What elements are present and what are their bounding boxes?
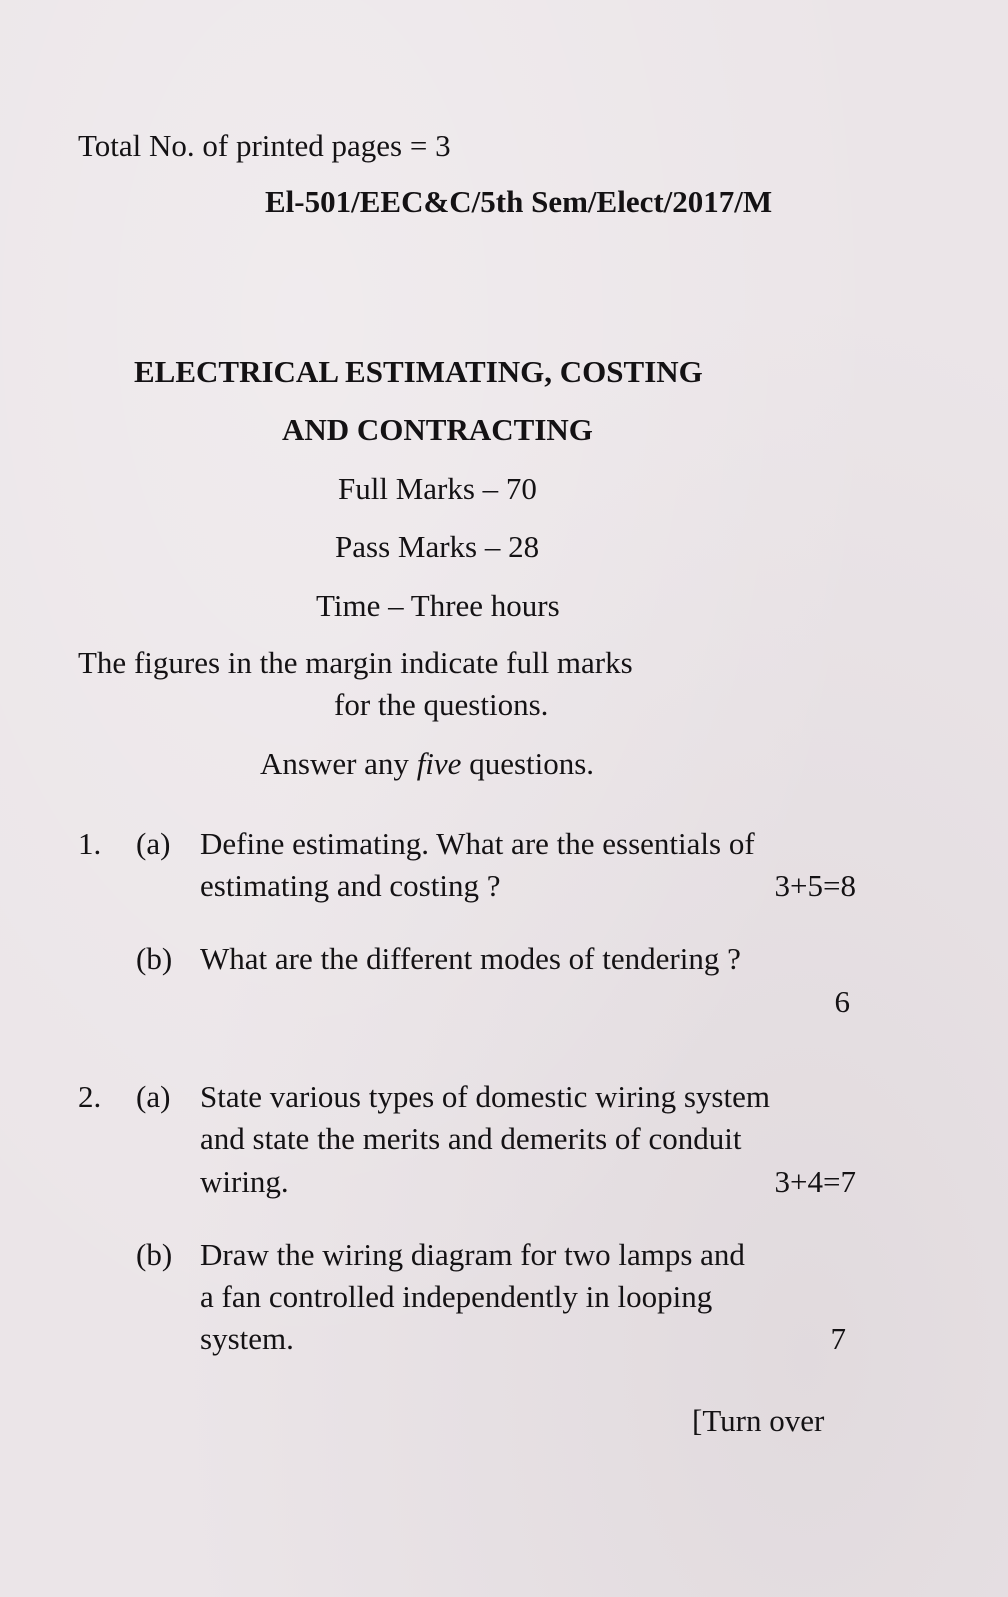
question-text-line: State various types of domestic wiring system — [200, 1079, 770, 1114]
question-number: 1. — [78, 826, 102, 861]
question-text-line: and state the merits and demerits of conduit — [200, 1121, 742, 1156]
pass-marks: Pass Marks – 28 — [335, 529, 540, 564]
instruction-line2: for the questions. — [334, 687, 549, 722]
question-text-line — [200, 826, 856, 862]
paper-code: El-501/EEC&C/5th Sem/Elect/2017/M — [265, 184, 773, 219]
turn-over-note: [Turn over — [692, 1403, 825, 1438]
part-label: (a) — [136, 826, 171, 861]
question-text-line: system. — [200, 1321, 294, 1356]
answer-instruction — [260, 746, 594, 782]
paper-title-line2: AND CONTRACTING — [282, 412, 593, 447]
marks-allotted: 6 — [834, 984, 850, 1019]
answer-prefix: Answer any — [260, 746, 417, 781]
marks-allotted: 7 — [830, 1321, 846, 1356]
part-label: (a) — [136, 1079, 171, 1114]
question-text-line: Draw the wiring diagram for two lamps and — [200, 1237, 745, 1272]
answer-emphasis: five — [416, 746, 462, 781]
question-text-line: estimating and costing ? — [200, 868, 501, 903]
part-label: (b) — [136, 1237, 173, 1272]
question-text: Define estimating. What are the essentials of — [200, 826, 755, 861]
marks-allotted: 3+5=8 — [774, 868, 856, 903]
marks-allotted: 3+4=7 — [774, 1164, 856, 1199]
paper-title-line1: ELECTRICAL ESTIMATING, COSTING — [134, 354, 703, 389]
full-marks: Full Marks – 70 — [338, 471, 537, 506]
question-text-line: wiring. — [200, 1164, 289, 1199]
total-pages-text: Total No. of printed pages = 3 — [78, 128, 451, 163]
question-text-line: What are the different modes of tendering ? — [200, 941, 741, 976]
answer-suffix: questions. — [461, 746, 595, 781]
time-allowed: Time – Three hours — [316, 588, 560, 623]
part-label: (b) — [136, 941, 173, 976]
question-text-line: a fan controlled independently in looping — [200, 1279, 713, 1314]
question-number: 2. — [78, 1079, 102, 1114]
instruction-line1: The figures in the margin indicate full marks — [78, 645, 633, 680]
